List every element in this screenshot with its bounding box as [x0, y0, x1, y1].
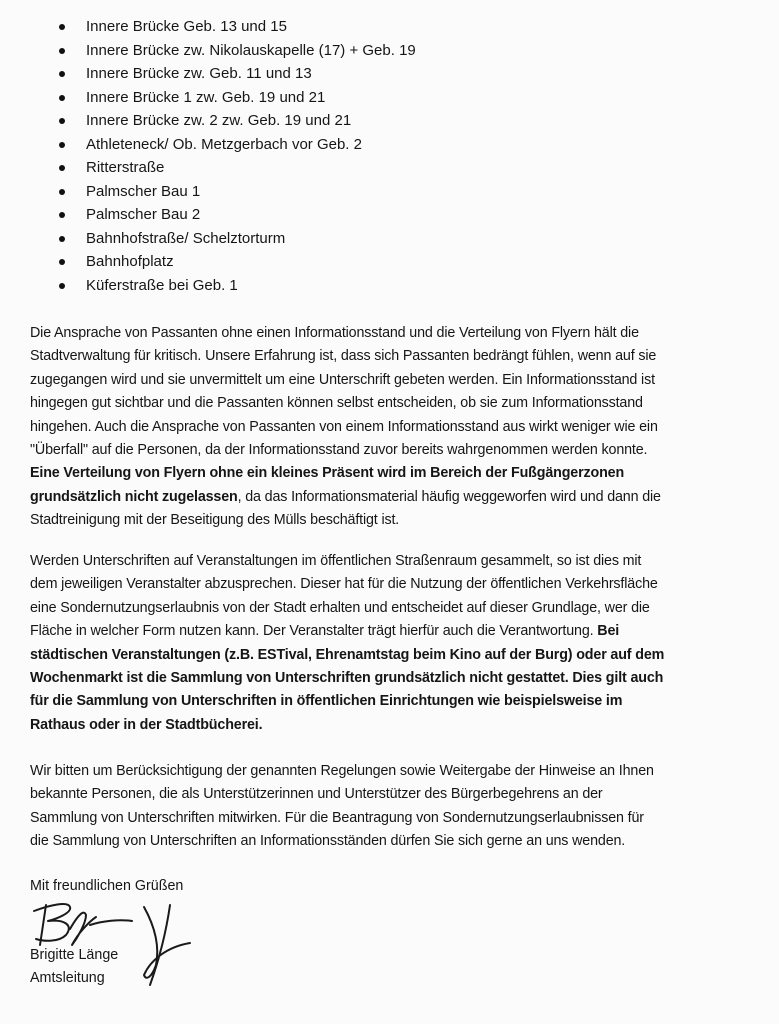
- text-fragment: Fläche in welcher Form nutzen kann. Der Veranstalter trägt hierfür auch die Verantwortung.: [30, 623, 594, 640]
- list-item: [58, 180, 416, 204]
- text-line: hingehen. Auch die Ansprache von Passanten von einem Informationsstand aus wirkt weniger wie ein: [30, 418, 658, 435]
- list-item-text: Palmscher Bau 2: [86, 206, 201, 223]
- list-item: [58, 39, 416, 63]
- text-line: [30, 690, 770, 713]
- text-line: dem jeweiligen Veranstalter abzusprechen. Dieser hat für die Nutzung der öffentlichen Verkehrsfläche: [30, 576, 658, 593]
- list-item-text: Bahnhofstraße/ Schelztorturm: [86, 229, 286, 247]
- bold-text: Bei: [597, 623, 620, 640]
- bullet-icon: [59, 259, 65, 265]
- list-item: [58, 227, 416, 251]
- text-line: hingegen gut sichtbar und die Passanten können selbst entscheiden, ob sie zum Informationsstand: [30, 395, 643, 412]
- bullet-icon: [59, 212, 65, 218]
- bullet-icon: [59, 283, 65, 289]
- text-fragment: , da das Informationsmaterial häufig weggeworfen wird und dann die: [237, 488, 661, 505]
- bold-text: städtischen Veranstaltungen (z.B. ESTival, Ehrenamtstag beim Kino auf der Burg) oder auf dem: [30, 646, 665, 663]
- text-line: Die Ansprache von Passanten ohne einen Informationsstand und die Verteilung von Flyern hält die: [30, 325, 639, 341]
- bullet-icon: [59, 71, 65, 77]
- bold-text: Eine Verteilung von Flyern ohne ein kleines Präsent wird im Bereich der Fußgängerzonen: [30, 465, 625, 482]
- list-item-text: Bahnhofplatz: [86, 253, 174, 270]
- bullet-icon: [59, 189, 65, 195]
- bold-text: Wochenmarkt ist die Sammlung von Unterschriften grundsätzlich nicht gestattet. Dies gilt auch: [30, 670, 664, 687]
- list-item: [58, 62, 416, 86]
- bold-text: Rathaus oder in der Stadtbücherei.: [30, 716, 263, 733]
- location-list: [58, 15, 416, 297]
- bullet-icon: [59, 236, 65, 242]
- bullet-icon: [59, 165, 65, 171]
- bullet-icon: [59, 24, 65, 30]
- text-line: [30, 714, 770, 737]
- bold-text: grundsätzlich nicht zugelassen: [30, 488, 238, 505]
- list-item-text: Athleteneck/ Ob. Metzgerbach vor Geb. 2: [86, 135, 362, 153]
- text-line: [30, 462, 770, 485]
- bullet-icon: [59, 48, 65, 54]
- bullet-icon: [59, 142, 65, 148]
- list-item-text: Innere Brücke zw. 2 zw. Geb. 19 und 21: [86, 112, 352, 129]
- list-item-text: Innere Brücke zw. Geb. 11 und 13: [86, 65, 312, 82]
- bullet-icon: [59, 118, 65, 124]
- text-line: [30, 620, 770, 643]
- list-item: [58, 250, 416, 274]
- paragraph-flyers: [30, 322, 770, 533]
- text-line: eine Sondernutzungserlaubnis von der Stadt erhalten und entscheidet auf dieser Grundlage, wer die: [30, 599, 650, 616]
- text-line: bekannte Personen, die als Unterstützerinnen und Unterstützer des Bürgerbegehrens an der: [30, 786, 603, 803]
- text-line: Wir bitten um Berücksichtigung der genannten Regelungen sowie Weitergabe der Hinweise an Ihnen: [30, 763, 654, 779]
- text-line: [30, 667, 770, 690]
- text-line: Stadtreinigung mit der Beseitigung des Mülls beschäftigt ist.: [30, 512, 400, 529]
- text-line: Stadtverwaltung für kritisch. Unsere Erfahrung ist, dass sich Passanten bedrängt fühlen, wenn auf sie: [30, 348, 657, 365]
- list-item: [58, 86, 416, 110]
- signer-name: Brigitte Länge: [30, 947, 119, 963]
- list-item: [58, 203, 416, 227]
- list-item-text: Palmscher Bau 1: [86, 182, 201, 200]
- signer-role: Amtsleitung: [30, 970, 105, 986]
- closing-greeting: Mit freundlichen Grüßen: [30, 878, 184, 894]
- text-line: Sammlung von Unterschriften mitwirken. Für die Beantragung von Sondernutzungserlaubnissen für: [30, 809, 644, 826]
- list-item-text: Innere Brücke zw. Nikolauskapelle (17) + Geb. 19: [86, 41, 416, 59]
- bullet-icon: [59, 95, 65, 101]
- list-item: [58, 109, 416, 133]
- text-line: [30, 644, 770, 667]
- paragraph-request: [30, 760, 770, 854]
- list-item: [58, 133, 416, 157]
- text-line: die Sammlung von Unterschriften an Informationsständen dürfen Sie sich gerne an uns wenden.: [30, 833, 626, 850]
- list-item-text: Innere Brücke Geb. 13 und 15: [86, 18, 287, 35]
- text-line: zugegangen wird und sie unvermittelt um eine Unterschrift gebeten werden. Ein Informationsstand ist: [30, 371, 655, 388]
- list-item: [58, 15, 416, 39]
- text-line: "Überfall" auf die Personen, da der Informationsstand zuvor bereits wahrgenommen werden konnte.: [30, 442, 648, 459]
- list-item: [58, 156, 416, 180]
- bold-text: für die Sammlung von Unterschriften in öffentlichen Einrichtungen wie beispielsweise im: [30, 693, 623, 710]
- list-item: [58, 274, 416, 298]
- text-line: [30, 486, 770, 509]
- list-item-text: Innere Brücke 1 zw. Geb. 19 und 21: [86, 88, 326, 106]
- list-item-text: Ritterstraße: [86, 159, 165, 176]
- text-line: Werden Unterschriften auf Veranstaltungen im öffentlichen Straßenraum gesammelt, so ist dies mit: [30, 553, 642, 569]
- paragraph-events: [30, 550, 770, 737]
- list-item-text: Küferstraße bei Geb. 1: [86, 276, 238, 294]
